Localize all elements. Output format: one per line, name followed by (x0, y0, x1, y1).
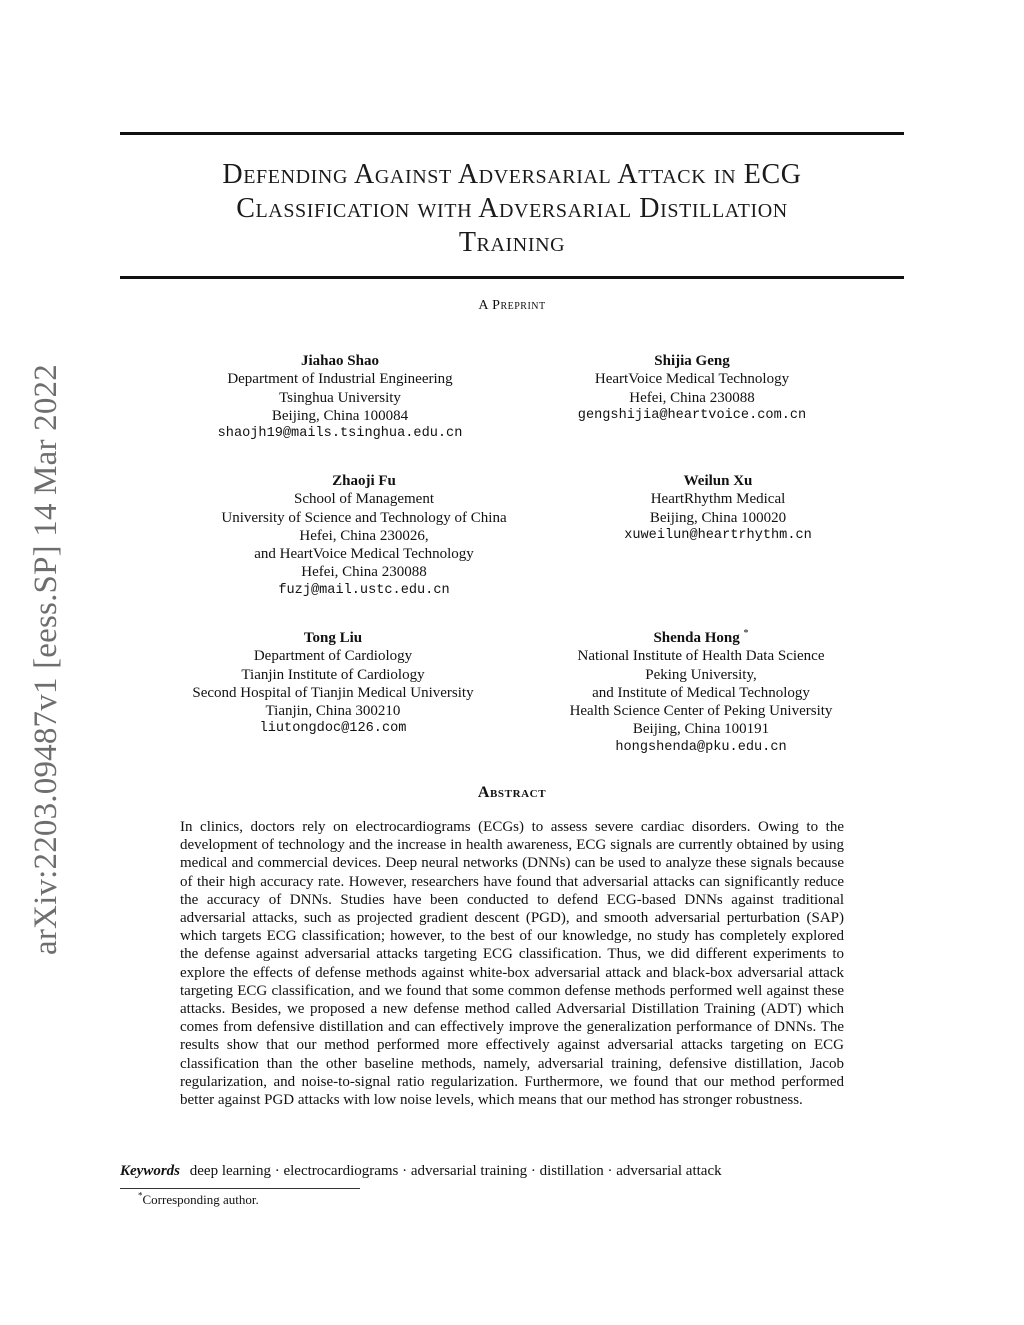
author-affiliation-line: Department of Industrial Engineering (227, 371, 453, 388)
author-affiliation-line: Beijing, China 100020 (649, 509, 787, 526)
author-name: Shijia Geng (654, 353, 730, 369)
keywords-label: Keywords (120, 1163, 180, 1179)
title-line: Training (458, 227, 566, 258)
title-line: Defending Against Adversarial Attack in ECG (222, 159, 802, 190)
title-bottom-rule (120, 276, 904, 279)
author-email[interactable]: fuzj@mail.ustc.edu.cn (278, 582, 450, 598)
keywords-line (120, 1162, 904, 1180)
arxiv-side-stamp[interactable]: arXiv:2203.09487v1 [eess.SP] 14 Mar 2022 (28, 364, 64, 955)
author-name (501, 629, 901, 647)
footnote-text: Corresponding author. (142, 1192, 259, 1207)
author-block-shenda-hong (501, 629, 901, 757)
author-affiliation-line: Beijing, China 100084 (271, 407, 409, 424)
author-name: Weilun Xu (683, 473, 753, 489)
author-affiliation-line: HeartRhythm Medical (650, 491, 786, 508)
author-email[interactable]: shaojh19@mails.tsinghua.edu.cn (217, 426, 463, 442)
author-affiliation-line: and HeartVoice Medical Technology (254, 546, 474, 563)
author-affiliation-line: HeartVoice Medical Technology (594, 371, 790, 388)
corresponding-author-mark[interactable]: * (743, 628, 749, 639)
author-affiliation-line: Tianjin, China 300210 (265, 703, 401, 720)
author-affiliation-line: Second Hospital of Tianjin Medical University (192, 684, 474, 701)
author-affiliation-line: University of Science and Technology of China (221, 509, 507, 526)
title-top-rule (120, 132, 904, 135)
footnote (138, 1192, 259, 1208)
author-affiliation-line: National Institute of Health Data Science (577, 648, 825, 665)
author-affiliation-line: Department of Cardiology (253, 648, 413, 665)
author-block-shijia-geng (492, 352, 892, 425)
author-block-weilun-xu (518, 472, 918, 545)
author-block-tong-liu (133, 629, 533, 739)
author-affiliation-line: Peking University, (645, 666, 757, 683)
title-line: Classification with Adversarial Distillation (236, 193, 788, 224)
author-name: Zhaoji Fu (332, 473, 396, 489)
footnote-rule (120, 1188, 360, 1189)
author-email[interactable]: hongshenda@pku.edu.cn (615, 739, 787, 755)
author-affiliation-line: Hefei, China 230088 (629, 389, 755, 406)
author-block-zhaoji-fu (164, 472, 564, 600)
author-affiliation-line: Hefei, China 230026, (299, 527, 429, 544)
author-name: Tong Liu (303, 630, 363, 646)
author-block-jiahao-shao (140, 352, 540, 443)
keywords-list: deep learning · electrocardiograms · adversarial training · distillation · adversarial attack (189, 1163, 722, 1179)
author-affiliation-line: School of Management (294, 491, 434, 508)
author-email[interactable]: xuweilun@heartrhythm.cn (624, 527, 812, 543)
author-affiliation-line: Tianjin Institute of Cardiology (241, 666, 425, 683)
author-affiliation-line: Health Science Center of Peking University (569, 703, 833, 720)
abstract-heading: Abstract (477, 784, 547, 801)
preprint-label: A Preprint (478, 298, 546, 313)
author-email[interactable]: liutongdoc@126.com (259, 721, 407, 737)
author-affiliation-line: Beijing, China 100191 (632, 721, 770, 738)
author-affiliation-line: Hefei, China 230088 (301, 564, 427, 581)
author-email[interactable]: gengshijia@heartvoice.com.cn (577, 407, 807, 423)
paper-title (120, 158, 904, 260)
author-name: Jiahao Shao (301, 353, 379, 369)
author-affiliation-line: and Institute of Medical Technology (592, 684, 810, 701)
abstract-text: In clinics, doctors rely on electrocardiograms (ECGs) to assess severe cardiac disorders. Owing to the development of technology and the increase in health awareness, ECG signals are currently obtained by using medical and commercial devices. Deep neural networks (DNNs) can be used to analyze these signals because of their high accuracy rate. However, researchers have found that adversarial attacks can significantly reduce the accuracy of DNNs. Studies have been conducted to defend ECG-based DNNs against traditional adversarial attacks, such as projected gradient descent (PGD), and smooth adversarial perturbation (SAP) which targets ECG classification; however, to the best of our knowledge, no study has completely explored the defense against adversarial attacks targeting ECG classification. Thus, we did different experiments to explore the effects of defense methods against white-box adversarial attack and black-box adversarial attack targeting ECG classification, and we found that some common defense methods performed well against these attacks. Besides, we proposed a new defense method called Adversarial Distillation Training (ADT) which comes from defensive distillation and can effectively improve the generalization performance of DNNs. The results show that our method performed more effectively against adversarial attacks targeting on ECG classification than the other baseline methods, namely, adversarial training, defensive distillation, Jacob regularization, and noise-to-signal ratio regularization. Furthermore, we found that our method performed better against PGD attacks with low noise levels, which means that our method has stronger robustness. (180, 819, 844, 1109)
footnote-mark: * (138, 1190, 143, 1201)
author-affiliation-line: Tsinghua University (279, 389, 401, 406)
author-name-text: Shenda Hong (653, 630, 740, 646)
